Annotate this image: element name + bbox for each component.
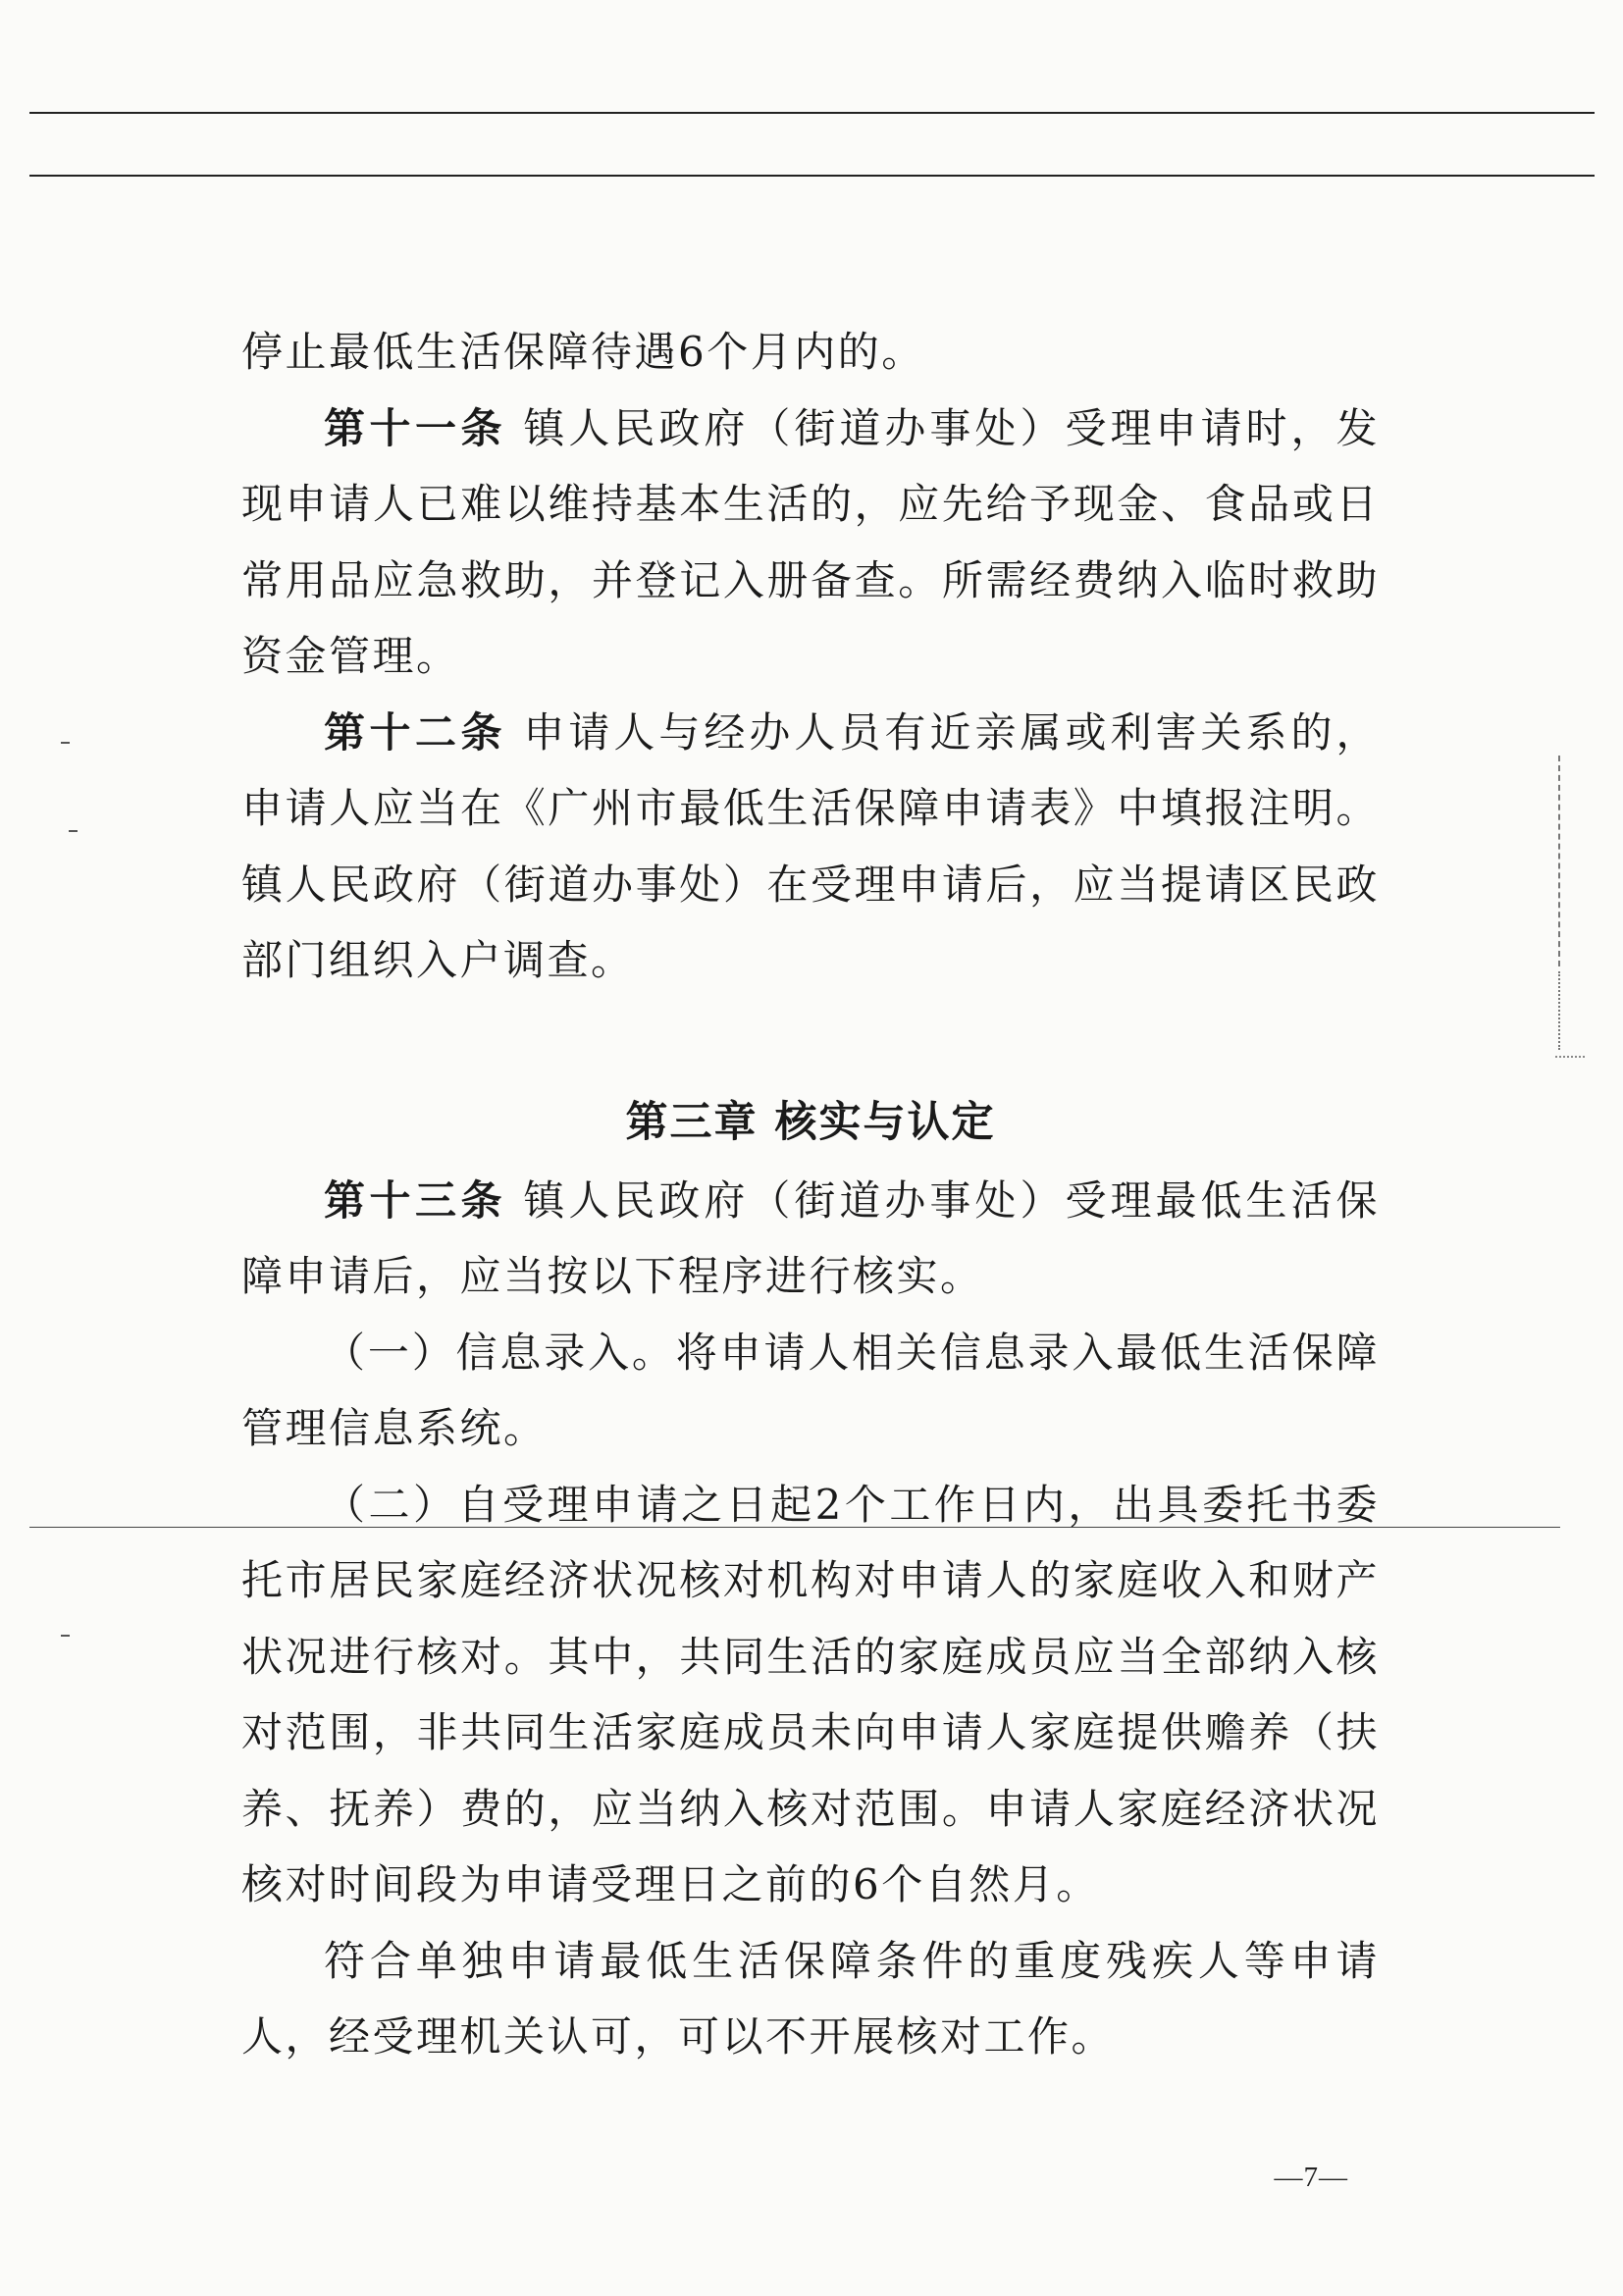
chapter-title: 第三章 核实与认定 [625, 1097, 996, 1147]
clause-text: （二）自受理申请之日起2个工作日内，出具委托书委托市居民家庭经济状况核对机构对申请人的家庭收入和财产状况进行核对。其中，共同生活的家庭成员应当全部纳入核对范围，非共同生活家庭成员未向申请人家庭提供赡养（扶养、抚养）费的，应当纳入核对范围。申请人家庭经济状况核对时间段为申请受理日之前的6个自然月。 [241, 1480, 1380, 1908]
article-text: 镇人民政府（街道办事处）受理最低生活保障申请后，应当按以下程序进行核实。 [241, 1175, 1380, 1300]
clause-2 [241, 1467, 1380, 1923]
article-text: 申请人与经办人员有近亲属或利害关系的，申请人应当在《广州市最低生活保障申请表》中填报注明。镇人民政府（街道办事处）在受理申请后，应当提请区民政部门组织入户调查。 [241, 707, 1380, 984]
page-number: —7— [1274, 2162, 1348, 2193]
article-number: 第十一条 [324, 403, 507, 452]
paragraph-exemption [241, 1923, 1380, 2075]
paragraph-continuation [241, 314, 1380, 391]
header-rule-upper [29, 112, 1595, 114]
article-text: 镇人民政府（街道办事处）受理申请时，发现申请人已难以维持基本生活的，应先给予现金、食品或日常用品应急救助，并登记入册备查。所需经费纳入临时救助资金管理。 [241, 403, 1380, 680]
document-body [241, 314, 1380, 2075]
article-number: 第十三条 [324, 1175, 507, 1225]
article-12 [241, 695, 1380, 999]
scan-artifact-dash [1558, 971, 1560, 1050]
clause-text: （一）信息录入。将申请人相关信息录入最低生活保障管理信息系统。 [241, 1328, 1380, 1452]
scan-artifact-dash [1558, 756, 1560, 966]
article-number: 第十二条 [324, 707, 507, 757]
paragraph-text: 符合单独申请最低生活保障条件的重度残疾人等申请人，经受理机关认可，可以不开展核对工作。 [241, 1936, 1380, 2061]
margin-tick-mark [61, 1635, 70, 1637]
scan-artifact-dots [1555, 1056, 1585, 1058]
margin-tick-mark [69, 830, 78, 832]
article-11 [241, 391, 1380, 695]
chapter-heading [241, 1082, 1380, 1163]
paragraph-text: 停止最低生活保障待遇6个月内的。 [241, 328, 925, 376]
chapter-spacer [241, 999, 1380, 1082]
clause-1 [241, 1315, 1380, 1467]
article-13 [241, 1163, 1380, 1315]
margin-tick-mark [61, 742, 70, 744]
header-rule-lower [29, 175, 1595, 177]
